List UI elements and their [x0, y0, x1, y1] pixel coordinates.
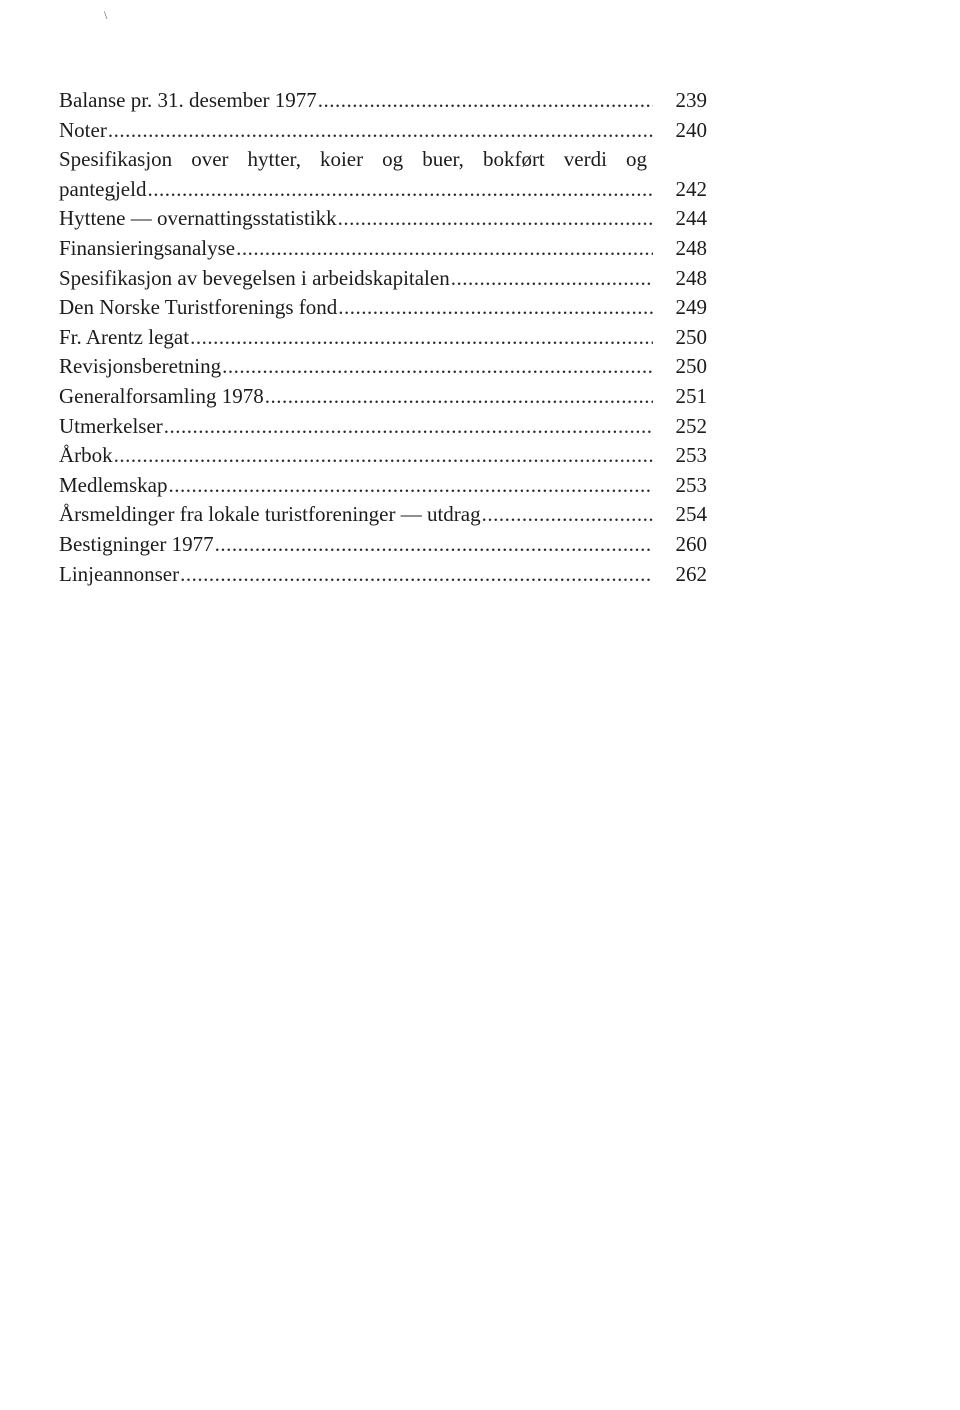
toc-entry-title: Fr. Arentz legat — [59, 324, 190, 349]
dot-leader — [222, 352, 653, 382]
toc-entry-page: 252 — [675, 413, 707, 438]
dot-leader — [451, 264, 653, 294]
toc-entry-title: Den Norske Turistforenings fond — [59, 295, 338, 320]
toc-entry-page: 260 — [675, 531, 707, 556]
toc-entry-page: 248 — [675, 265, 707, 290]
toc-entry-title: Spesifikasjon over hytter, koier og buer, bokført verdi og — [59, 147, 647, 172]
toc-entry — [59, 264, 707, 294]
toc-entry-page: 253 — [675, 472, 707, 497]
toc-entry-page: 250 — [675, 324, 707, 349]
toc-entry-page: 240 — [675, 117, 707, 142]
dot-leader — [215, 530, 653, 560]
toc-entry-title: Utmerkelser — [59, 413, 163, 438]
toc-entry — [59, 86, 707, 116]
toc-entry-page: 251 — [675, 383, 707, 408]
toc-entry — [59, 560, 707, 590]
table-of-contents — [59, 86, 707, 589]
toc-entry — [59, 234, 707, 264]
toc-entry — [59, 175, 707, 205]
dot-leader — [318, 86, 653, 116]
toc-entry — [59, 412, 707, 442]
toc-entry — [59, 471, 707, 501]
toc-entry-title: Årsmeldinger fra lokale turistforeninger — utdrag — [59, 502, 481, 527]
dot-leader — [168, 471, 653, 501]
toc-entry-page: 250 — [675, 354, 707, 379]
toc-entry-title: Bestigninger 1977 — [59, 531, 214, 556]
toc-entry-title: Årbok — [59, 443, 113, 468]
toc-entry — [59, 116, 707, 146]
toc-entry-title: Revisjonsberetning — [59, 354, 222, 379]
dot-leader — [265, 382, 653, 412]
toc-entry-page: 249 — [675, 295, 707, 320]
toc-entry-wrapped-line — [59, 145, 707, 175]
dot-leader — [482, 500, 653, 530]
toc-entry — [59, 500, 707, 530]
toc-entry — [59, 530, 707, 560]
toc-entry-title: Hyttene — overnattingsstatistikk — [59, 206, 337, 231]
toc-entry-title: Medlemskap — [59, 472, 168, 497]
dot-leader — [338, 293, 653, 323]
dot-leader — [164, 412, 653, 442]
toc-entry-page: 244 — [675, 206, 707, 231]
toc-entry-page: 248 — [675, 235, 707, 260]
toc-entry-page: 254 — [675, 502, 707, 527]
toc-entry-title: Spesifikasjon av bevegelsen i arbeidskapitalen — [59, 265, 450, 290]
dot-leader — [190, 323, 653, 353]
toc-entry-title: Noter — [59, 117, 107, 142]
corner-mark: \ — [104, 8, 108, 22]
toc-entry-page: 239 — [675, 88, 707, 112]
toc-entry-title: Balanse pr. 31. desember 1977 — [59, 88, 317, 112]
toc-entry-page: 253 — [675, 443, 707, 468]
dot-leader — [114, 441, 653, 471]
toc-entry-title: Generalforsamling 1978 — [59, 383, 264, 408]
dot-leader — [147, 175, 653, 205]
toc-entry-title: Linjeannonser — [59, 561, 180, 586]
toc-entry-page: 262 — [675, 561, 707, 586]
dot-leader — [108, 116, 653, 146]
toc-entry-page: 242 — [675, 176, 707, 201]
dot-leader — [236, 234, 653, 264]
toc-entry — [59, 441, 707, 471]
toc-entry — [59, 323, 707, 353]
toc-entry-title: Finansieringsanalyse — [59, 235, 236, 260]
toc-entry — [59, 382, 707, 412]
dot-leader — [180, 560, 653, 590]
toc-entry — [59, 204, 707, 234]
toc-entry-title: pantegjeld — [59, 176, 147, 201]
dot-leader — [338, 204, 653, 234]
toc-entry — [59, 293, 707, 323]
toc-entry — [59, 352, 707, 382]
